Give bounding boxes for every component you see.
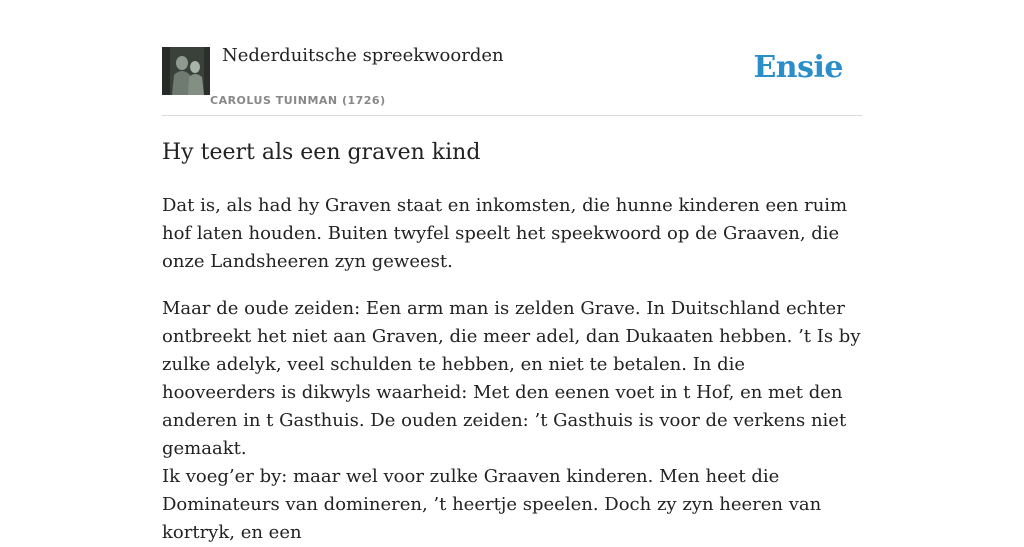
author-name[interactable]: CAROLUS TUINMAN (1726) [210,94,386,107]
book-title[interactable]: Nederduitsche spreekwoorden [222,45,504,66]
entry-paragraph: Dat is, als had hy Graven staat en inkomsten, die hunne kinderen een ruim hof laten houden. Buiten twyfel speelt het speekwoord op de Graaven, die onze Landsheeren zyn geweest. [162,195,848,272]
ensie-logo[interactable]: Ensie [753,50,843,85]
author-portrait-icon[interactable] [162,47,210,95]
entry-title: Hy teert als een graven kind [162,140,481,165]
entry-paragraph: Maar de oude zeiden: Een arm man is zelden Grave. In Duitschland echter ontbreekt het niet aan Graven, die meer adel, dan Dukaaten hebben. ’t Is by zulke adelyk, veel schulden te hebben, en niet te betalen. In die hooveerders is dikwyls waarheid: Met den eenen voet in t Hof, en met den anderen in t Gasthuis. De ouden zeiden: ’t Gasthuis is voor de verkens niet gemaakt. [162,298,861,459]
source-header [162,0,862,116]
entry-paragraph: Ik voeg’er by: maar wel voor zulke Graaven kinderen. Men heet die Dominateurs van domineren, ’t heertje speelen. Doch zy zyn heeren van kortryk, en een [162,466,822,543]
article-container [162,0,862,543]
